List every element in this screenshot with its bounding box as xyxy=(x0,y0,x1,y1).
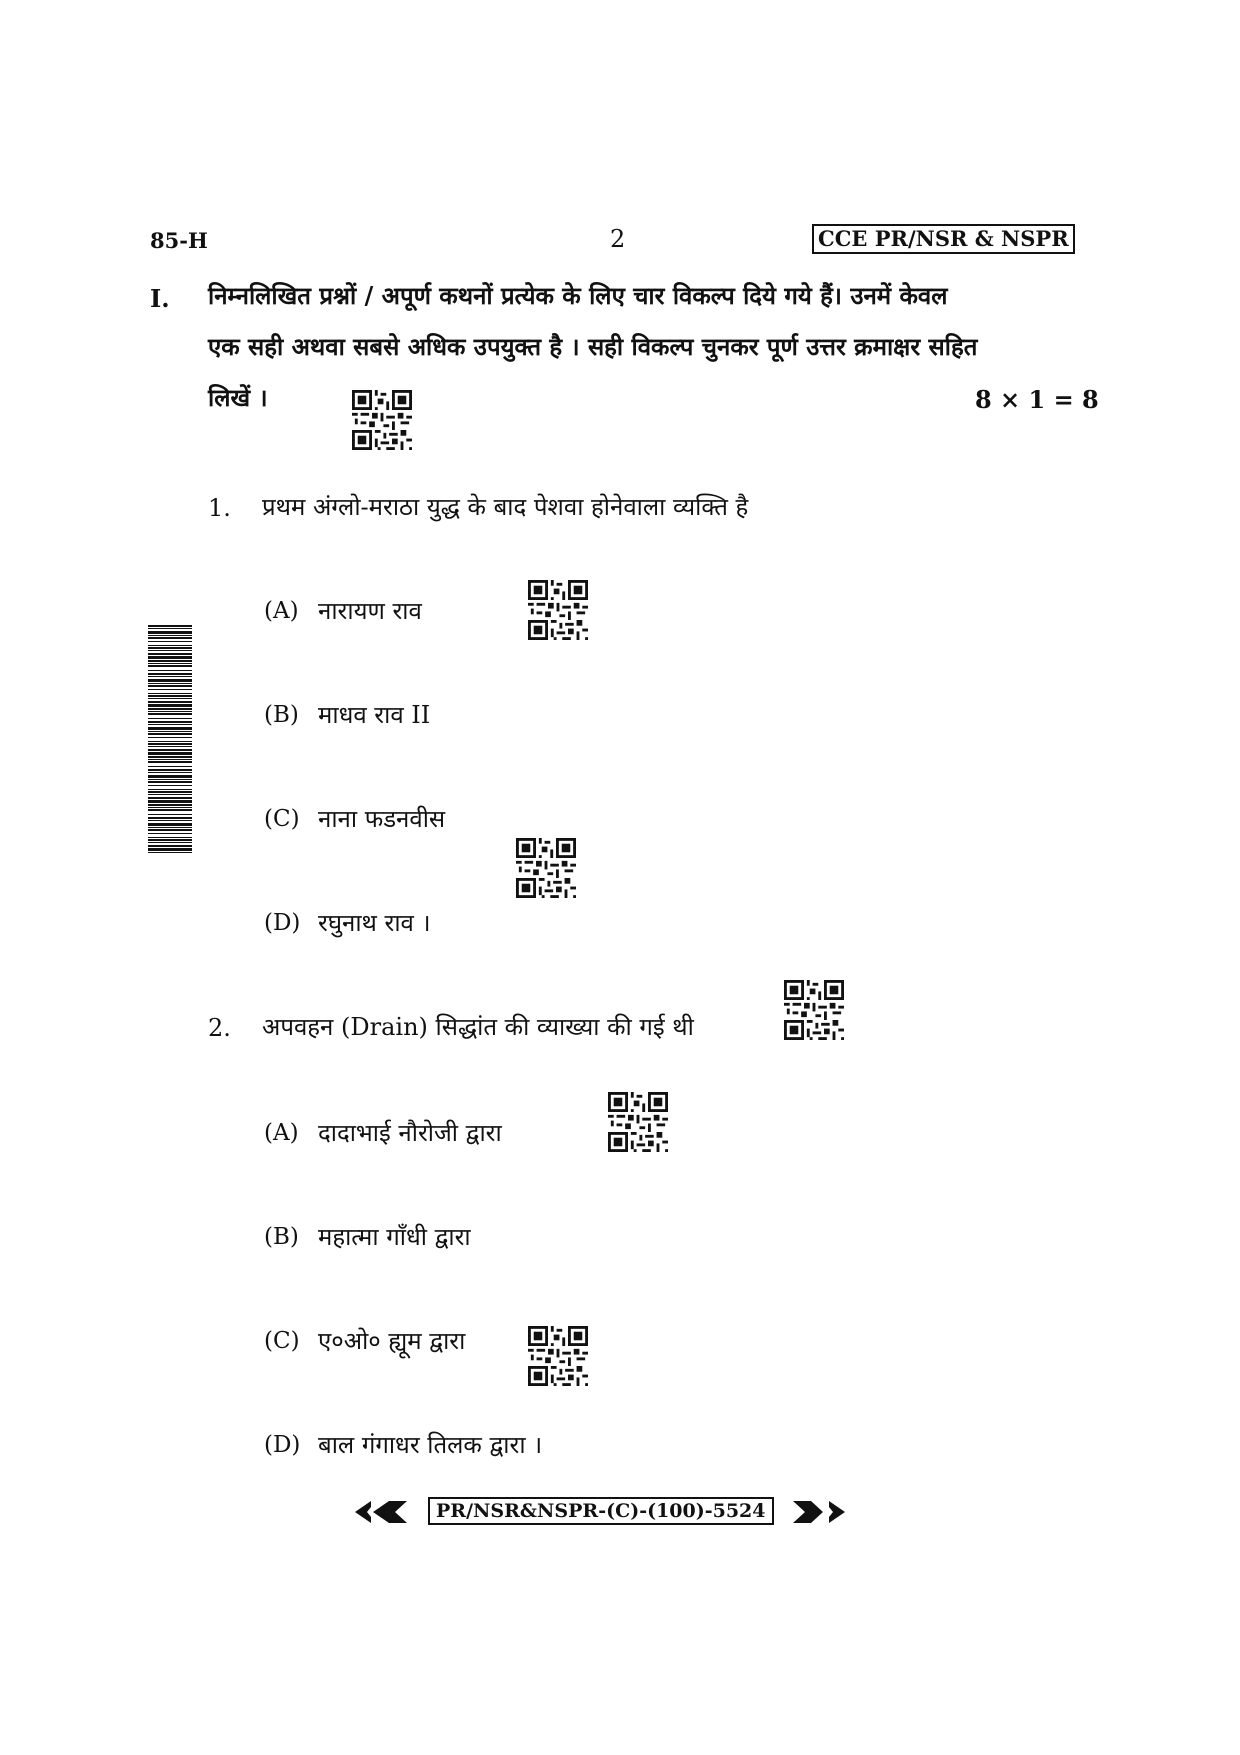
footer-code-box: PR/NSR&NSPR-(C)-(100)-5524 xyxy=(428,1497,774,1525)
exam-code-box: CCE PR/NSR & NSPR xyxy=(812,224,1075,254)
question-1-text: प्रथम अंग्लो-मराठा युद्ध के बाद पेशवा होनेवाला व्यक्ति है xyxy=(262,493,749,521)
q1-option-b-text: माधव राव II xyxy=(318,701,431,729)
section-marks: 8 × 1 = 8 xyxy=(975,385,1099,414)
qr-code-icon xyxy=(352,390,412,450)
q2-option-b-text: महात्मा गाँधी द्वारा xyxy=(318,1223,471,1251)
q2-option-c-text: ए०ओ० ह्यूम द्वारा xyxy=(318,1327,466,1355)
q1-option-d-text: रघुनाथ राव । xyxy=(318,909,431,937)
instruction-line-1: निम्नलिखित प्रश्नों / अपूर्ण कथनों प्रत्येक के लिए चार विकल्प दिये गये हैं। उनमें केवल xyxy=(208,281,948,310)
q2-option-c-label: (C) xyxy=(264,1328,300,1354)
question-2-number: 2. xyxy=(208,1014,231,1042)
q2-option-a-label: (A) xyxy=(264,1120,299,1146)
question-2-text: अपवहन (Drain) सिद्धांत की व्याख्या की गई थी xyxy=(262,1013,694,1041)
q1-option-a-text: नारायण राव xyxy=(318,597,422,625)
paper-code: 85-H xyxy=(150,228,208,253)
instruction-line-3: लिखें । xyxy=(208,383,268,412)
page-number: 2 xyxy=(610,225,626,253)
double-arrow-left-icon xyxy=(355,1499,407,1525)
qr-code-icon xyxy=(608,1092,668,1152)
q2-option-a-text: दादाभाई नौरोजी द्वारा xyxy=(318,1119,502,1147)
q2-option-d-label: (D) xyxy=(264,1432,301,1458)
barcode-icon xyxy=(148,625,192,853)
q1-option-c-text: नाना फडनवीस xyxy=(318,805,446,833)
q1-option-a-label: (A) xyxy=(264,598,299,624)
double-arrow-right-icon xyxy=(793,1499,845,1525)
qr-code-icon xyxy=(528,580,588,640)
q1-option-d-label: (D) xyxy=(264,910,301,936)
qr-code-icon xyxy=(516,838,576,898)
question-1-number: 1. xyxy=(208,494,231,522)
q1-option-c-label: (C) xyxy=(264,806,300,832)
instruction-line-2: एक सही अथवा सबसे अधिक उपयुक्त है । सही विकल्प चुनकर पूर्ण उत्तर क्रमाक्षर सहित xyxy=(208,332,978,361)
q2-option-d-text: बाल गंगाधर तिलक द्वारा । xyxy=(318,1431,543,1459)
q2-option-b-label: (B) xyxy=(264,1224,299,1250)
qr-code-icon xyxy=(784,980,844,1040)
section-number: I. xyxy=(150,284,170,313)
q1-option-b-label: (B) xyxy=(264,702,299,728)
qr-code-icon xyxy=(528,1326,588,1386)
